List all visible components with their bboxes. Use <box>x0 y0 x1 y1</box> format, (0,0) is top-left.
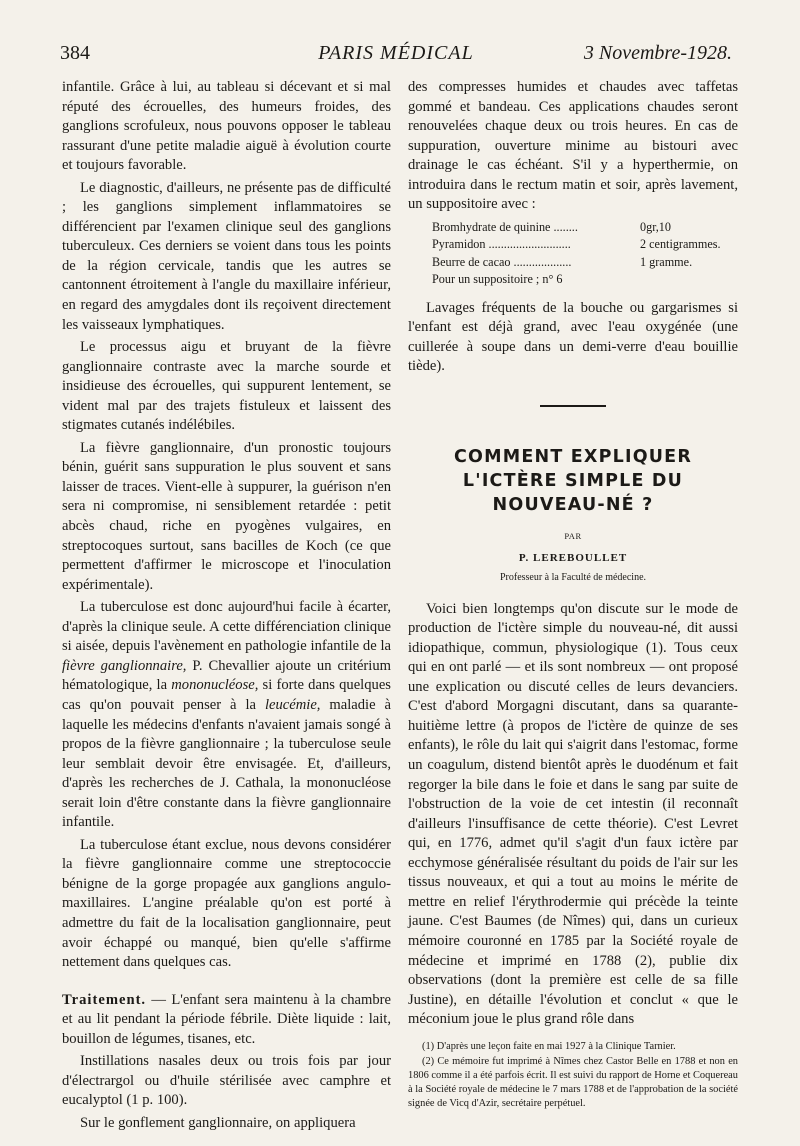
right-column <box>408 78 738 1112</box>
prescription <box>432 219 738 289</box>
prescription-note: Pour un suppositoire ; n° 6 <box>432 272 563 287</box>
running-header <box>60 42 732 70</box>
italic-term: mononucléose, <box>171 677 259 694</box>
treatment-paragraph: Traitement. — L'enfant sera maintenu à la chambre et au lit pendant la période fébrile. Diète liquide : lait, bouillon de légumes, tisanes, etc. <box>62 991 391 1047</box>
paragraph: des compresses humides et chaudes avec taffetas gommé et bandeau. Ces applications chaudes seront renouvelées chaque deux ou trois heures. En cas de suppuration, ouverture minime au bistouri avec drainage le cas échéant. S'il y a hyperthermie, on introduira dans le rectum matin et soir, après lavement, un suppositoire avec : <box>408 79 738 213</box>
prescription-line: Beurre de cacao ................... 1 gramme. <box>432 254 693 269</box>
paragraph: La tuberculose étant exclue, nous devons considérer la fièvre ganglionnaire comme une streptococcie bénigne de la gorge propagée aux ganglions angulo-maxillaires. L'angine préalable qu'on est porté à admettre du fait de la localisation ganglionnaire, peut avoir échappé ou manqué, bien qu'elle s'affirme nettement dans quelques cas. <box>62 836 391 971</box>
paragraph: Voici bien longtemps qu'on discute sur le mode de production de l'ictère simple du nouveau-né, dit aussi idiopathique, commun, physiologique (1). Tous ceux qui en ont parlé — et ils sont nombreux — ont proposé une explication ou discuté celles de leurs devanciers. C'est d'abord Morgagni discutant, dans sa quarante-huitième lettre (à propos de l'ictère de quinze de ses enfants), le rôle du lait qui s'aigrit dans l'estomac, forme un coagulum, distend bientôt après le duodénum et fait regorger la bile dans le foie et dans le sang par suite de l'obstruction de la voie de cet intestin (il reconnaît d'ailleurs l'insuffisance de cette théorie). C'est Levret qui, en 1776, admet qu'il s'agit d'un faux ictère par ecchymose généralisée résultant du poids de l'air sur les tissus nouveaux, et qui a tout au moins le mérite de mettre en relief l'érythrodermie qui précède la teinte jaune. C'est Baumes (de Nîmes) qui, dans un curieux mémoire couronné en 1785 par la Société royale de médecine et imprimé en 1788 (2), publie dix observations (dont la première est celle de sa fille Justine), en détaille l'évolution et conclut « que le méconium joue le plus grand rôle dans <box>408 600 738 1028</box>
paragraph: Sur le gonflement ganglionnaire, on appliquera <box>80 1114 356 1131</box>
prescription-line: Bromhydrate de quinine ........ 0gr,10 <box>432 219 671 234</box>
italic-term: leucémie, <box>264 696 321 713</box>
journal-title: PARIS MÉDICAL <box>318 42 474 64</box>
author-name: P. LEREBOULLET <box>518 551 628 564</box>
issue-date: 3 Novembre-1928. <box>583 42 732 64</box>
paragraph: Le processus aigu et bruyant de la fièvre ganglionnaire contraste avec la marche sourde et insidieuse des écrouelles, qui suppurent lentement, se vident mal par des trajets fistuleux et laissent des stigmates cutanés indélébiles. <box>62 339 391 434</box>
section-lead: Traitement. <box>62 991 147 1008</box>
byline-par: PAR <box>564 531 582 542</box>
italic-term: fièvre ganglionnaire, <box>62 657 187 674</box>
paragraph: Le diagnostic, d'ailleurs, ne présente pas de difficulté ; les ganglions simplement inflammatoires se différencient par l'examen clinique seul des ganglions tuberculeux. Ces derniers se voient dans tous les points de la région cervicale, tandis que les autres se cantonnent étroitement à l'angle du maxillaire inférieur, en regard des amygdales dont ils reçoivent directement les vaisseaux lymphatiques. <box>62 179 391 333</box>
article-title: COMMENT EXPLIQUER L'ICTÈRE SIMPLE DU NOUVEAU-NÉ ? <box>453 447 693 516</box>
paragraph: Lavages fréquents de la bouche ou gargarismes si l'enfant est déjà grand, avec l'eau oxygénée (une cuillerée à soupe dans un demi-verre d'eau bouillie tiède). <box>408 299 738 375</box>
paragraph: La fièvre ganglionnaire, d'un pronostic toujours bénin, guérit sans suppuration le plus souvent et sans laisser de traces. Vient-elle à suppurer, la guérison n'en sera ni compromise, ni sensiblement retardée : petit abcès chaud, riche en pyogènes vulgaires, en streptocoques surtout, sans bacilles de Koch (ce que permettent d'affirmer le microscope et l'inoculation expérimentale). <box>62 439 391 593</box>
left-column <box>62 78 391 1136</box>
footnote: (1) D'après une leçon faite en mai 1927 à la Clinique Tarnier. <box>422 1040 676 1052</box>
footnote: (2) Ce mémoire fut imprimé à Nîmes chez Castor Belle en 1788 et non en 1806 comme il a été parfois écrit. Il est suivi du rapport de Horne et Coquereau à la Société royale de médecine le 7 mars 1788 et de l'approbation de la société signée de Vicq d'Azir, secrétaire perpétuel. <box>408 1055 738 1109</box>
footnotes <box>408 1040 738 1111</box>
page-number: 384 <box>60 42 90 64</box>
author-affiliation: Professeur à la Faculté de médecine. <box>499 572 647 584</box>
prescription-line: Pyramidon ........................... 2 centigrammes. <box>432 237 721 252</box>
paragraph: infantile. Grâce à lui, au tableau si décevant et si mal réputé des écrouelles, des humeurs froides, des ganglions scrofuleux, nous pouvons opposer le tableau rassurant d'une petite maladie aiguë à évolution courte et toujours favorable. <box>62 79 391 174</box>
paragraph: La tuberculose est donc aujourd'hui facile à écarter, d'après la clinique seule. A cette différenciation clinique si aisée, depuis l'avènement en pathologie infantile de la fièvre ganglionnaire, P. Chevallier ajoute un critérium hématologique, la mononucléose, si forte dans quelques cas qu'on pouvait penser à la leucémie, maladie à laquelle les médecins d'enfants n'avaient jamais songé à propos de la fièvre ganglionnaire ; la tuberculose seule leur semblait devoir être envisagée. Et, d'ailleurs, d'après les recherches de J. Cathala, la mononucléose serait loin d'être constante dans la fièvre ganglionnaire infantile. <box>62 599 391 831</box>
paragraph: Instillations nasales deux ou trois fois par jour d'électrargol ou d'huile stérilisée avec camphre et eucalyptol (1 p. 100). <box>62 1053 391 1109</box>
section-divider <box>540 405 606 407</box>
